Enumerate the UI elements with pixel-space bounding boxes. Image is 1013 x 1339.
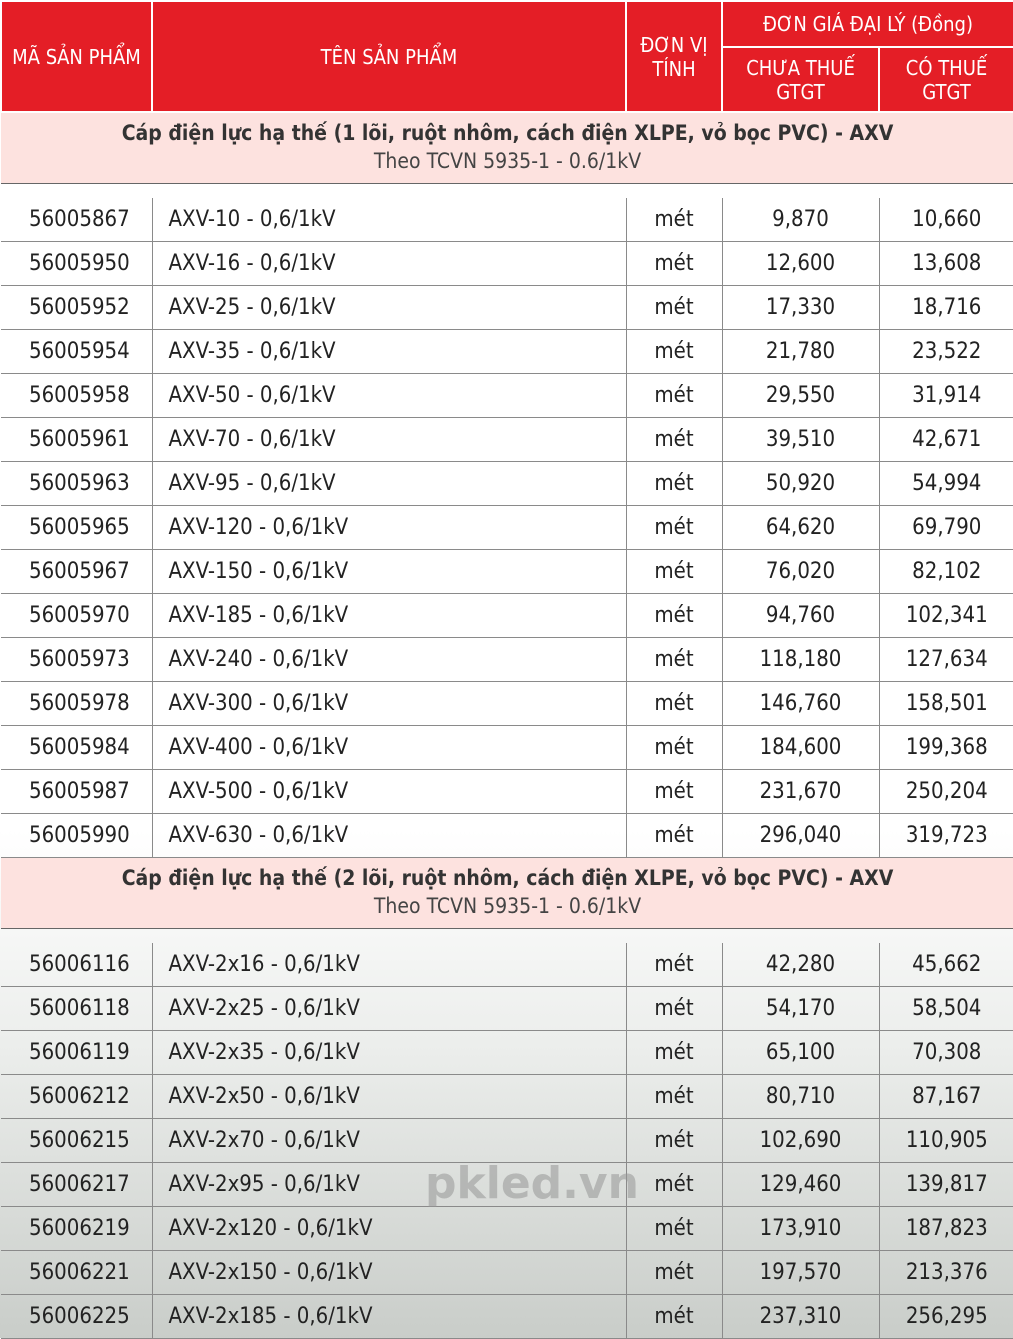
section-spacer	[1, 184, 1013, 199]
unit-cell: mét	[626, 682, 722, 726]
unit-cell: mét	[626, 374, 722, 418]
price-with-tax: 256,295	[879, 1295, 1013, 1339]
table-row	[1, 943, 1013, 987]
unit-cell: mét	[626, 770, 722, 814]
product-code: 56005990	[1, 814, 152, 858]
table-row	[1, 1075, 1013, 1119]
product-name: AXV-240 - 0,6/1kV	[152, 638, 626, 682]
table-row	[1, 1119, 1013, 1163]
price-pre-tax: 197,570	[722, 1251, 879, 1295]
header-price-with-tax: CÓ THUẾ GTGT	[879, 47, 1013, 112]
table-row	[1, 770, 1013, 814]
unit-cell: mét	[626, 726, 722, 770]
price-with-tax: 319,723	[879, 814, 1013, 858]
product-code: 56006219	[1, 1207, 152, 1251]
price-pre-tax: 296,040	[722, 814, 879, 858]
price-pre-tax: 94,760	[722, 594, 879, 638]
price-with-tax: 187,823	[879, 1207, 1013, 1251]
unit-cell: mét	[626, 242, 722, 286]
price-pre-tax: 12,600	[722, 242, 879, 286]
table-row	[1, 330, 1013, 374]
unit-cell: mét	[626, 638, 722, 682]
price-pre-tax: 17,330	[722, 286, 879, 330]
product-name: AXV-2x120 - 0,6/1kV	[152, 1207, 626, 1251]
price-with-tax: 139,817	[879, 1163, 1013, 1207]
table-header	[1, 1, 1013, 112]
price-pre-tax: 42,280	[722, 943, 879, 987]
price-with-tax: 87,167	[879, 1075, 1013, 1119]
price-with-tax: 31,914	[879, 374, 1013, 418]
price-pre-tax: 50,920	[722, 462, 879, 506]
spacer-cell	[1, 184, 1013, 199]
table-row	[1, 1031, 1013, 1075]
product-name: AXV-2x25 - 0,6/1kV	[152, 987, 626, 1031]
product-code: 56006221	[1, 1251, 152, 1295]
product-code: 56005973	[1, 638, 152, 682]
unit-cell: mét	[626, 1075, 722, 1119]
product-code: 56005978	[1, 682, 152, 726]
table-row	[1, 550, 1013, 594]
table-row	[1, 682, 1013, 726]
product-name: AXV-2x50 - 0,6/1kV	[152, 1075, 626, 1119]
price-pre-tax: 173,910	[722, 1207, 879, 1251]
unit-cell: mét	[626, 198, 722, 242]
header-name: TÊN SẢN PHẨM	[152, 1, 626, 112]
price-with-tax: 10,660	[879, 198, 1013, 242]
table-row	[1, 418, 1013, 462]
product-code: 56006225	[1, 1295, 152, 1339]
product-code: 56005984	[1, 726, 152, 770]
price-with-tax: 127,634	[879, 638, 1013, 682]
table-row	[1, 286, 1013, 330]
unit-cell: mét	[626, 1163, 722, 1207]
product-code: 56005987	[1, 770, 152, 814]
header-price-pre-tax: CHƯA THUẾ GTGT	[722, 47, 879, 112]
unit-cell: mét	[626, 987, 722, 1031]
price-pre-tax: 29,550	[722, 374, 879, 418]
product-code: 56006116	[1, 943, 152, 987]
price-with-tax: 45,662	[879, 943, 1013, 987]
price-with-tax: 158,501	[879, 682, 1013, 726]
section-cell	[1, 858, 1013, 929]
product-name: AXV-50 - 0,6/1kV	[152, 374, 626, 418]
product-code: 56005954	[1, 330, 152, 374]
unit-cell: mét	[626, 418, 722, 462]
product-name: AXV-630 - 0,6/1kV	[152, 814, 626, 858]
unit-cell: mét	[626, 286, 722, 330]
table-row	[1, 462, 1013, 506]
price-with-tax: 13,608	[879, 242, 1013, 286]
product-name: AXV-2x70 - 0,6/1kV	[152, 1119, 626, 1163]
price-pre-tax: 76,020	[722, 550, 879, 594]
price-pre-tax: 129,460	[722, 1163, 879, 1207]
price-pre-tax: 80,710	[722, 1075, 879, 1119]
watermark: pkled.vn	[425, 1158, 639, 1209]
product-name: AXV-300 - 0,6/1kV	[152, 682, 626, 726]
header-code: MÃ SẢN PHẨM	[1, 1, 152, 112]
unit-cell: mét	[626, 1251, 722, 1295]
unit-cell: mét	[626, 1119, 722, 1163]
unit-cell: mét	[626, 506, 722, 550]
section-header	[1, 112, 1013, 184]
table-row	[1, 594, 1013, 638]
product-name: AXV-2x185 - 0,6/1kV	[152, 1295, 626, 1339]
price-with-tax: 69,790	[879, 506, 1013, 550]
product-name: AXV-400 - 0,6/1kV	[152, 726, 626, 770]
section-title: Cáp điện lực hạ thế (1 lõi, ruột nhôm, cách điện XLPE, vỏ bọc PVC) - AXV	[121, 121, 894, 145]
product-code: 56005961	[1, 418, 152, 462]
price-with-tax: 199,368	[879, 726, 1013, 770]
product-code: 56005952	[1, 286, 152, 330]
price-pre-tax: 65,100	[722, 1031, 879, 1075]
header-price-group: ĐƠN GIÁ ĐẠI LÝ (Đồng)	[722, 1, 1013, 47]
section-standard: Theo TCVN 5935-1 - 0.6/1kV	[373, 894, 642, 918]
price-pre-tax: 237,310	[722, 1295, 879, 1339]
table-row	[1, 506, 1013, 550]
price-with-tax: 110,905	[879, 1119, 1013, 1163]
product-code: 56006215	[1, 1119, 152, 1163]
product-code: 56006119	[1, 1031, 152, 1075]
product-name: AXV-150 - 0,6/1kV	[152, 550, 626, 594]
price-pre-tax: 39,510	[722, 418, 879, 462]
product-code: 56005967	[1, 550, 152, 594]
product-name: AXV-2x95 - 0,6/1kV	[152, 1163, 626, 1207]
table-row	[1, 374, 1013, 418]
product-name: AXV-10 - 0,6/1kV	[152, 198, 626, 242]
section-spacer	[1, 929, 1013, 944]
product-name: AXV-70 - 0,6/1kV	[152, 418, 626, 462]
table-row	[1, 814, 1013, 858]
section-cell	[1, 112, 1013, 184]
product-name: AXV-185 - 0,6/1kV	[152, 594, 626, 638]
unit-cell: mét	[626, 550, 722, 594]
table-row	[1, 198, 1013, 242]
product-name: AXV-2x16 - 0,6/1kV	[152, 943, 626, 987]
unit-cell: mét	[626, 814, 722, 858]
product-name: AXV-2x35 - 0,6/1kV	[152, 1031, 626, 1075]
product-name: AXV-120 - 0,6/1kV	[152, 506, 626, 550]
product-code: 56005963	[1, 462, 152, 506]
product-name: AXV-500 - 0,6/1kV	[152, 770, 626, 814]
product-name: AXV-95 - 0,6/1kV	[152, 462, 626, 506]
price-with-tax: 82,102	[879, 550, 1013, 594]
unit-cell: mét	[626, 1207, 722, 1251]
product-code: 56005958	[1, 374, 152, 418]
section-standard: Theo TCVN 5935-1 - 0.6/1kV	[373, 149, 642, 173]
price-with-tax: 102,341	[879, 594, 1013, 638]
table-row	[1, 1295, 1013, 1339]
product-name: AXV-25 - 0,6/1kV	[152, 286, 626, 330]
product-code: 56006212	[1, 1075, 152, 1119]
header-unit: ĐƠN VỊ TÍNH	[626, 1, 722, 112]
product-name: AXV-35 - 0,6/1kV	[152, 330, 626, 374]
price-pre-tax: 9,870	[722, 198, 879, 242]
section-title: Cáp điện lực hạ thế (2 lõi, ruột nhôm, cách điện XLPE, vỏ bọc PVC) - AXV	[121, 866, 894, 890]
product-name: AXV-2x150 - 0,6/1kV	[152, 1251, 626, 1295]
price-with-tax: 70,308	[879, 1031, 1013, 1075]
price-with-tax: 42,671	[879, 418, 1013, 462]
price-pre-tax: 21,780	[722, 330, 879, 374]
price-pre-tax: 231,670	[722, 770, 879, 814]
product-code: 56006217	[1, 1163, 152, 1207]
price-with-tax: 54,994	[879, 462, 1013, 506]
price-with-tax: 18,716	[879, 286, 1013, 330]
price-pre-tax: 54,170	[722, 987, 879, 1031]
price-pre-tax: 118,180	[722, 638, 879, 682]
table-row	[1, 1207, 1013, 1251]
price-with-tax: 23,522	[879, 330, 1013, 374]
product-code: 56006118	[1, 987, 152, 1031]
price-with-tax: 58,504	[879, 987, 1013, 1031]
price-with-tax: 213,376	[879, 1251, 1013, 1295]
table-row	[1, 638, 1013, 682]
section-header	[1, 858, 1013, 929]
unit-cell: mét	[626, 594, 722, 638]
unit-cell: mét	[626, 330, 722, 374]
spacer-cell	[1, 929, 1013, 944]
unit-cell: mét	[626, 462, 722, 506]
unit-cell: mét	[626, 1295, 722, 1339]
product-code: 56005970	[1, 594, 152, 638]
product-name: AXV-16 - 0,6/1kV	[152, 242, 626, 286]
product-code: 56005867	[1, 198, 152, 242]
price-pre-tax: 64,620	[722, 506, 879, 550]
price-pre-tax: 102,690	[722, 1119, 879, 1163]
product-code: 56005950	[1, 242, 152, 286]
price-pre-tax: 184,600	[722, 726, 879, 770]
table-row	[1, 987, 1013, 1031]
price-pre-tax: 146,760	[722, 682, 879, 726]
table-row	[1, 1251, 1013, 1295]
price-with-tax: 250,204	[879, 770, 1013, 814]
table-body	[1, 112, 1013, 1339]
table-row	[1, 726, 1013, 770]
unit-cell: mét	[626, 943, 722, 987]
unit-cell: mét	[626, 1031, 722, 1075]
product-code: 56005965	[1, 506, 152, 550]
table-row	[1, 242, 1013, 286]
